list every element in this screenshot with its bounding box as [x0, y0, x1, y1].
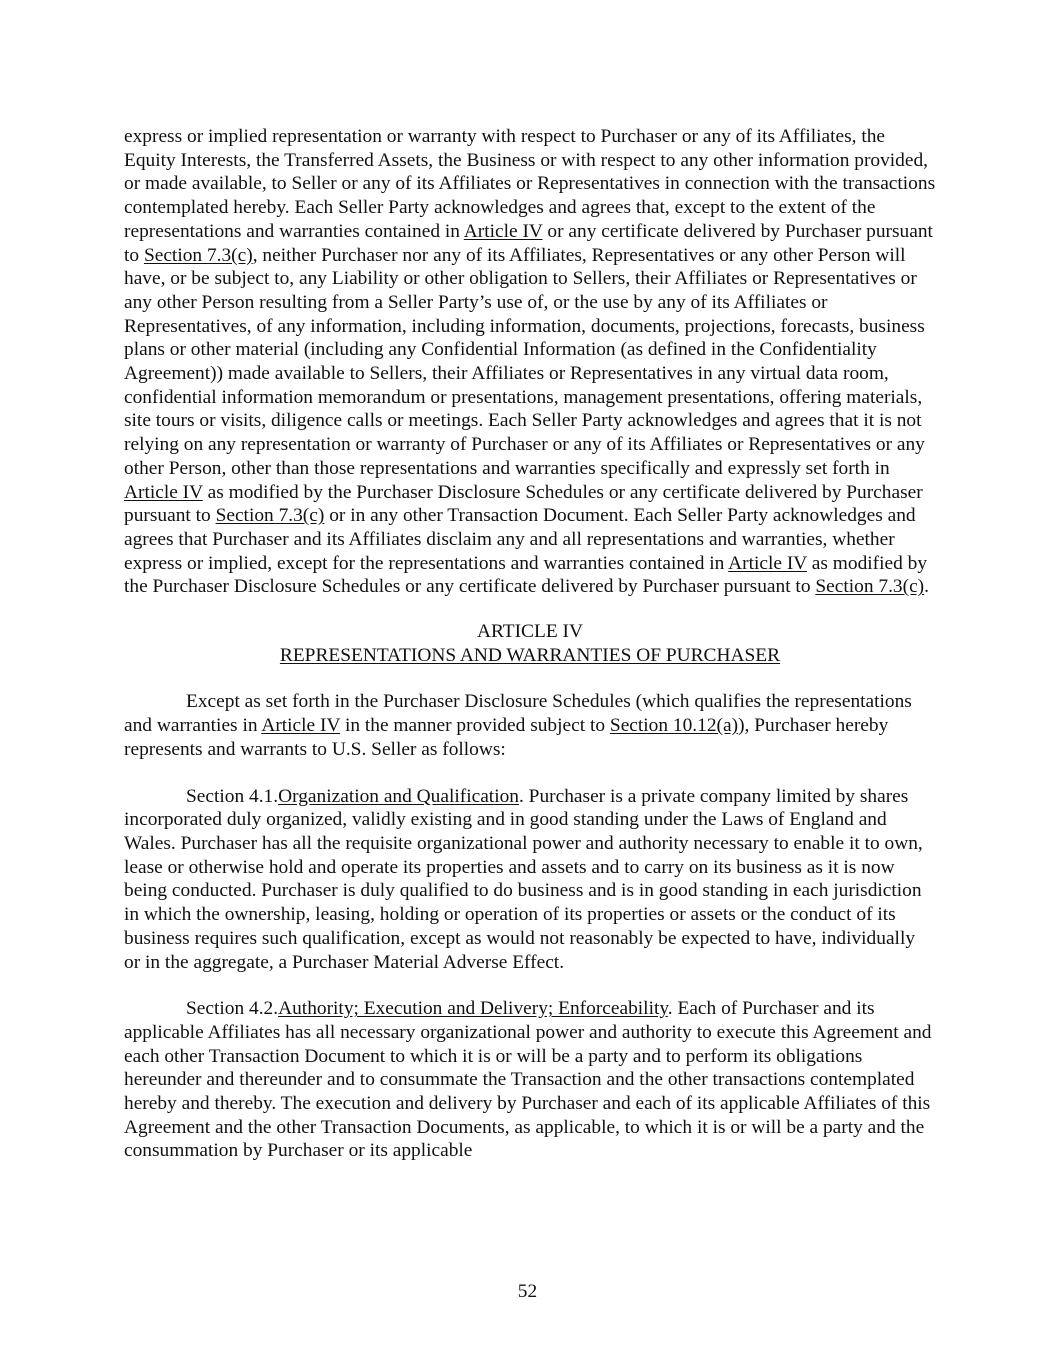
text-run: , neither Purchaser nor any of its Affiliates, Representatives or any other Person will have, or be subject to, any Liability or other obligation to Sellers, their Affiliates or Representatives or any other Person resulting from a Seller Party’s use of, or the use by any of its Affiliates or Representatives, of any information, including information, documents, projections, forecasts, business plans or other material (including any Confidential Information (as defined in the Confidentiality Agreement)) made available to Sellers, their Affiliates or Representatives in any virtual data room, confidential information memorandum or presentations, management presentations, offering materials, site tours or visits, diligence calls or meetings. Each Seller Party acknowledges and agrees that it is not relying on any representation or warranty of Purchaser or any of its Affiliates or Representatives or any other Person, other than those representations and warranties specifically and expressly set forth in	[124, 244, 925, 479]
disclaimer-paragraph	[124, 125, 936, 599]
text-run: .	[924, 576, 930, 598]
article-title	[124, 644, 936, 668]
text-run: or in any other Transaction Document. Each Seller Party acknowledges and agrees that Purchaser and its Affiliates disclaim any and all representations and warranties, whether express or implied, except for the representations and warranties contained in	[124, 505, 916, 574]
article-iv-reference: Article IV	[124, 481, 203, 503]
section-10-12a-reference: Section 10.12(a)	[609, 715, 739, 737]
text-run: express or implied representation or warranty with respect to Purchaser or any of its Affiliates, the Equity Interests, the Transferred Assets, the Business or with respect to any other information provided, or made available, to Seller or any of its Affiliates or Representatives in connection with the transactions contemplated hereby. Each Seller Party acknowledges and agrees that, except to the extent of the representations and warranties contained in	[124, 126, 936, 242]
section-4-1-paragraph	[124, 785, 936, 975]
article-heading	[124, 620, 936, 667]
text-run: in the manner provided subject to	[340, 715, 610, 737]
section-body: . Each of Purchaser and its applicable Affiliates has all necessary organizational power and authority to execute this Agreement and each other Transaction Document to which it is or will be a party and to perform its obligations hereunder and thereunder and to consummate the Transaction and the other transactions contemplated hereby and thereby. The execution and delivery by Purchaser and each of its applicable Affiliates of this Agreement and the other Transaction Documents, as applicable, to which it is or will be a party and the consummation by Purchaser or its applicable	[124, 998, 932, 1162]
document-page	[124, 125, 936, 1163]
article-iv-reference: Article IV	[728, 552, 807, 574]
section-7-3c-reference: Section 7.3(c)	[815, 576, 925, 598]
section-4-2-paragraph	[124, 997, 936, 1163]
text-run: as modified by the Purchaser Disclosure Schedules or any certificate delivered by Purchaser pursuant to	[124, 481, 923, 527]
section-number: Section 4.2.	[186, 998, 279, 1020]
article-title-text: REPRESENTATIONS AND WARRANTIES OF PURCHASER	[279, 644, 781, 666]
section-7-3c-reference: Section 7.3(c)	[143, 244, 253, 266]
page-number: 52	[517, 1281, 538, 1302]
article-number: ARTICLE IV	[476, 621, 583, 643]
section-7-3c-reference: Section 7.3(c)	[215, 505, 325, 527]
text-run: as modified by the Purchaser Disclosure Schedules or any certificate delivered by Purchaser pursuant to	[124, 552, 928, 598]
section-title: Authority; Execution and Delivery; Enforceability	[278, 998, 668, 1020]
article-iv-reference: Article IV	[261, 715, 341, 737]
section-title: Organization and Qualification	[278, 785, 519, 807]
text-run: Except as set forth in the Purchaser Disclosure Schedules (which qualifies the representations and warranties in	[124, 691, 912, 737]
text-run: ), Purchaser hereby represents and warrants to U.S. Seller as follows:	[124, 715, 889, 760]
section-number: Section 4.1.	[186, 785, 279, 807]
article-iv-reference: Article IV	[463, 220, 543, 242]
intro-paragraph	[124, 690, 936, 761]
section-body: . Purchaser is a private company limited by shares incorporated duly organized, validly existing and in good standing under the Laws of England and Wales. Purchaser has all the requisite organizational power and authority necessary to enable it to own, lease or otherwise hold and operate its properties and assets and to carry on its business as it is now being conducted. Purchaser is duly qualified to do business and is in good standing in each jurisdiction in which the ownership, leasing, holding or operation of its properties or assets or the conduct of its business requires such qualification, except as would not reasonably be expected to have, individually or in the aggregate, a Purchaser Material Adverse Effect.	[124, 785, 923, 973]
text-run: or any certificate delivered by Purchaser pursuant to	[124, 220, 933, 266]
